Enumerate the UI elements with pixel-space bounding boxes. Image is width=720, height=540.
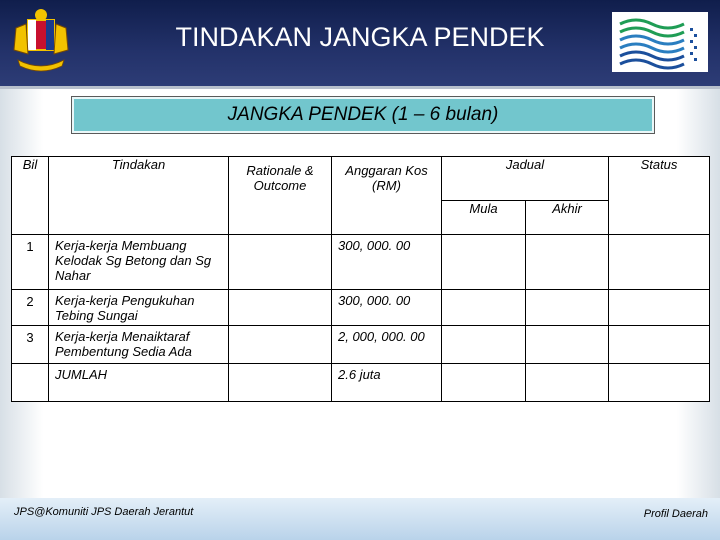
row-bil: 1 (12, 235, 49, 290)
row-status (609, 235, 710, 290)
row-rationale (229, 326, 332, 364)
row-mula (442, 235, 526, 290)
footer-section-label: Profil Daerah (643, 508, 708, 520)
row-bil: 3 (12, 326, 49, 364)
row-mula (442, 326, 526, 364)
header-bil: Bil (12, 157, 49, 235)
table-header-row (12, 157, 710, 201)
header-mula: Mula (442, 201, 526, 235)
header-tindakan: Tindakan (49, 157, 229, 235)
row-akhir (526, 326, 609, 364)
slide-header (0, 0, 720, 89)
header-akhir: Akhir (526, 201, 609, 235)
header-rationale: Rationale & Outcome (229, 157, 332, 235)
header-jadual: Jadual (442, 157, 609, 201)
footer-organization: JPS@Komuniti JPS Daerah Jerantut (14, 506, 194, 518)
row-status (609, 290, 710, 326)
total-bil (12, 364, 49, 402)
total-label: JUMLAH (49, 364, 229, 402)
section-title: JANGKA PENDEK (1 – 6 bulan) (227, 104, 499, 125)
slide-footer (0, 498, 720, 540)
row-tindakan: Kerja-kerja Membuang Kelodak Sg Betong dan Sg Nahar (49, 235, 229, 290)
table-total-row (12, 364, 710, 402)
row-anggaran: 300, 000. 00 (332, 290, 442, 326)
action-plan-table (11, 156, 710, 402)
header-status: Status (609, 157, 710, 235)
table-row (12, 290, 710, 326)
total-mula (442, 364, 526, 402)
row-bil: 2 (12, 290, 49, 326)
slide-title: TINDAKAN JANGKA PENDEK (175, 22, 545, 52)
total-status (609, 364, 710, 402)
header-anggaran: Anggaran Kos (RM) (332, 157, 442, 235)
table-row (12, 235, 710, 290)
jps-logo-panel (612, 12, 708, 72)
row-akhir (526, 290, 609, 326)
total-akhir (526, 364, 609, 402)
section-title-banner (71, 96, 655, 134)
total-rationale (229, 364, 332, 402)
row-anggaran: 300, 000. 00 (332, 235, 442, 290)
table-row (12, 326, 710, 364)
row-rationale (229, 290, 332, 326)
row-status (609, 326, 710, 364)
row-tindakan: Kerja-kerja Menaiktaraf Pembentung Sedia Ada (49, 326, 229, 364)
row-mula (442, 290, 526, 326)
total-value: 2.6 juta (332, 364, 442, 402)
jps-wave-logo (612, 12, 708, 72)
row-akhir (526, 235, 609, 290)
row-tindakan: Kerja-kerja Pengukuhan Tebing Sungai (49, 290, 229, 326)
row-rationale (229, 235, 332, 290)
row-anggaran: 2, 000, 000. 00 (332, 326, 442, 364)
